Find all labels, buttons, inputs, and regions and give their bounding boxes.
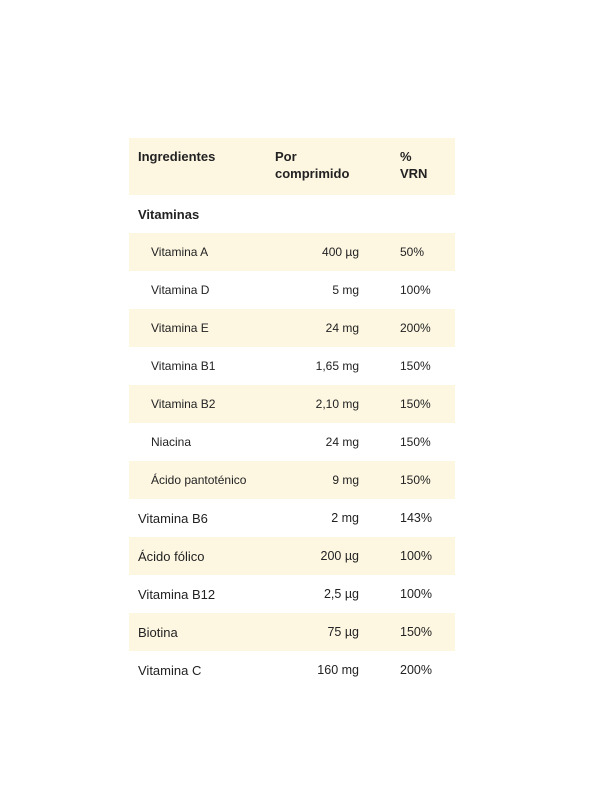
table-row: [129, 347, 455, 385]
ingredient-name: Vitamina E: [151, 321, 209, 335]
ingredient-name: Vitamina B1: [151, 359, 216, 373]
ingredient-name: Vitamina A: [151, 245, 209, 259]
table-row: [129, 309, 455, 347]
ingredient-vrn: 200%: [400, 321, 431, 335]
section-row-vitaminas: [129, 195, 455, 233]
table-header-row: [129, 138, 455, 195]
table-row: [129, 537, 455, 575]
ingredient-vrn: 150%: [400, 473, 431, 487]
ingredient-vrn: 100%: [400, 549, 432, 563]
table-row: [129, 499, 455, 537]
header-vrn-line2: VRN: [400, 166, 428, 181]
ingredient-vrn: 150%: [400, 625, 432, 639]
section-title: Vitaminas: [138, 206, 200, 222]
header-ingredient: [129, 138, 266, 195]
header-amount-line1: Por: [275, 149, 297, 164]
ingredient-amount: 75 µg: [327, 625, 359, 639]
ingredient-amount: 160 mg: [317, 663, 359, 677]
table-row: [129, 613, 455, 651]
ingredient-name: Vitamina D: [151, 283, 210, 297]
ingredient-amount: 1,65 mg: [315, 359, 359, 373]
table-row: [129, 233, 455, 271]
ingredient-name: Ácido pantoténico: [151, 473, 247, 487]
table-row: [129, 423, 455, 461]
ingredient-name: Biotina: [138, 624, 178, 640]
ingredient-vrn: 200%: [400, 663, 432, 677]
ingredient-name: Ácido fólico: [138, 548, 205, 564]
header-vrn: [391, 138, 455, 195]
table-row: [129, 461, 455, 499]
ingredient-vrn: 150%: [400, 359, 431, 373]
ingredient-vrn: 100%: [400, 587, 432, 601]
ingredient-vrn: 150%: [400, 435, 431, 449]
ingredient-vrn: 50%: [400, 245, 425, 259]
ingredient-vrn: 150%: [400, 397, 431, 411]
header-ingredient-label: Ingredientes: [138, 149, 216, 164]
ingredient-name: Vitamina B2: [151, 397, 216, 411]
ingredient-name: Vitamina B12: [138, 586, 216, 602]
nutrition-table: [129, 138, 455, 689]
ingredient-amount: 400 µg: [322, 245, 359, 259]
ingredient-amount: 5 mg: [332, 283, 359, 297]
ingredient-amount: 200 µg: [320, 549, 359, 563]
ingredient-name: Vitamina B6: [138, 510, 208, 526]
ingredient-amount: 2 mg: [331, 511, 359, 525]
table-row: [129, 575, 455, 613]
header-amount: [266, 138, 391, 195]
header-vrn-line1: %: [400, 149, 412, 164]
ingredient-amount: 24 mg: [325, 435, 359, 449]
ingredient-vrn: 143%: [400, 511, 432, 525]
ingredient-vrn: 100%: [400, 283, 431, 297]
ingredient-amount: 2,5 µg: [323, 587, 359, 601]
table-row: [129, 385, 455, 423]
ingredient-amount: 9 mg: [332, 473, 359, 487]
ingredient-name: Vitamina C: [138, 662, 202, 678]
header-amount-line2: comprimido: [275, 166, 350, 181]
ingredient-name: Niacina: [151, 435, 192, 449]
table-row: [129, 271, 455, 309]
ingredient-amount: 24 mg: [325, 321, 359, 335]
ingredient-amount: 2,10 mg: [315, 397, 359, 411]
table-row: [129, 651, 455, 689]
